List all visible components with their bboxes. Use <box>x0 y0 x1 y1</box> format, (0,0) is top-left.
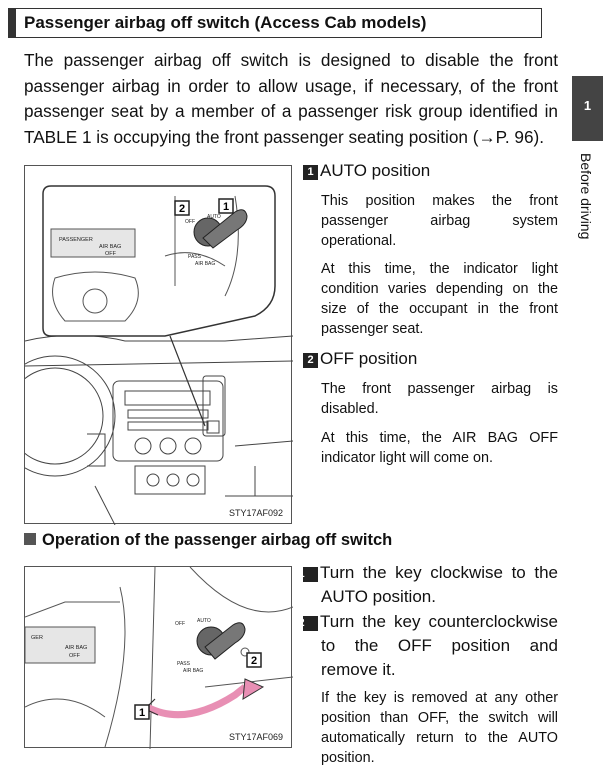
indicator-passenger-label: PASSENGER <box>59 237 93 243</box>
step-text: Turn the key clockwise to the AUTO position. <box>320 563 558 606</box>
removal-note: If the key is removed at any other position than OFF, the switch will automatically return to the AUTO position. <box>321 690 558 766</box>
step-number-badge: 2 <box>303 616 318 631</box>
intro-paragraph: The passenger airbag off switch is designed to disable the front passenger airbag in order to allow usage, if necessary, of the front passenger seat by a member of a passenger risk group identified in TABLE 1 is occupying the front passenger seating position (→P. 96). <box>24 50 558 147</box>
indicator-off-label: OFF <box>69 653 80 659</box>
operation-section-title <box>24 531 392 550</box>
key-operation-drawing <box>25 567 293 749</box>
item-title: OFF position <box>320 349 418 368</box>
callout-1: 1 <box>139 707 146 719</box>
chapter-number: 1 <box>583 98 592 113</box>
callout-1: 1 <box>223 201 230 213</box>
figure-code: STY17AF092 <box>228 508 283 518</box>
indicator-airbag-label: AIR BAG <box>65 645 88 651</box>
off-position-heading <box>303 348 417 370</box>
step-number-badge: 1 <box>303 567 318 582</box>
indicator-off-label: OFF <box>105 251 116 257</box>
figure-code: STY17AF069 <box>228 732 283 742</box>
switch-auto-label: AUTO <box>197 618 211 624</box>
switch-airbag-label: AIR BAG <box>183 668 204 674</box>
auto-position-desc: This position makes the front passenger airbag system operational. <box>321 193 558 249</box>
dashboard-drawing <box>25 166 293 525</box>
off-position-note: At this time, the AIR BAG OFF indicator light will come on. <box>321 430 558 466</box>
item-number-badge: 1 <box>303 165 318 180</box>
off-position-desc: The front passenger airbag is disabled. <box>321 381 558 417</box>
item-number-badge: 2 <box>303 353 318 368</box>
indicator-ger-label: GER <box>31 635 43 641</box>
switch-auto-label: AUTO <box>207 214 221 220</box>
switch-pass-label: PASS <box>188 254 201 260</box>
section-title-text: Operation of the passenger airbag off switch <box>42 531 393 549</box>
key-operation-illustration <box>24 566 292 748</box>
step-2 <box>298 610 558 682</box>
switch-off-label: OFF <box>185 219 195 225</box>
callout-2: 2 <box>179 203 186 215</box>
auto-position-heading <box>303 160 430 182</box>
indicator-airbag-label: AIR BAG <box>99 244 122 250</box>
chapter-label-text: Before driving <box>578 153 594 240</box>
section-square-icon <box>24 533 36 545</box>
chapter-label <box>574 153 600 253</box>
switch-pass-label: PASS <box>177 661 190 667</box>
switch-airbag-label: AIR BAG <box>195 261 216 267</box>
page-title: Passenger airbag off switch (Access Cab models) <box>24 13 427 32</box>
section-title-bar <box>8 8 542 38</box>
chapter-tab[interactable] <box>572 76 603 141</box>
switch-off-label: OFF <box>175 621 185 627</box>
step-1 <box>298 561 558 609</box>
item-title: AUTO position <box>320 161 431 180</box>
callout-2: 2 <box>251 655 258 667</box>
dashboard-illustration <box>24 165 292 524</box>
auto-position-note: At this time, the indicator light condition varies depending on the size of the occupant in the front passenger seat. <box>321 261 558 337</box>
step-text: Turn the key counterclockwise to the OFF position and remove it. <box>320 612 558 679</box>
